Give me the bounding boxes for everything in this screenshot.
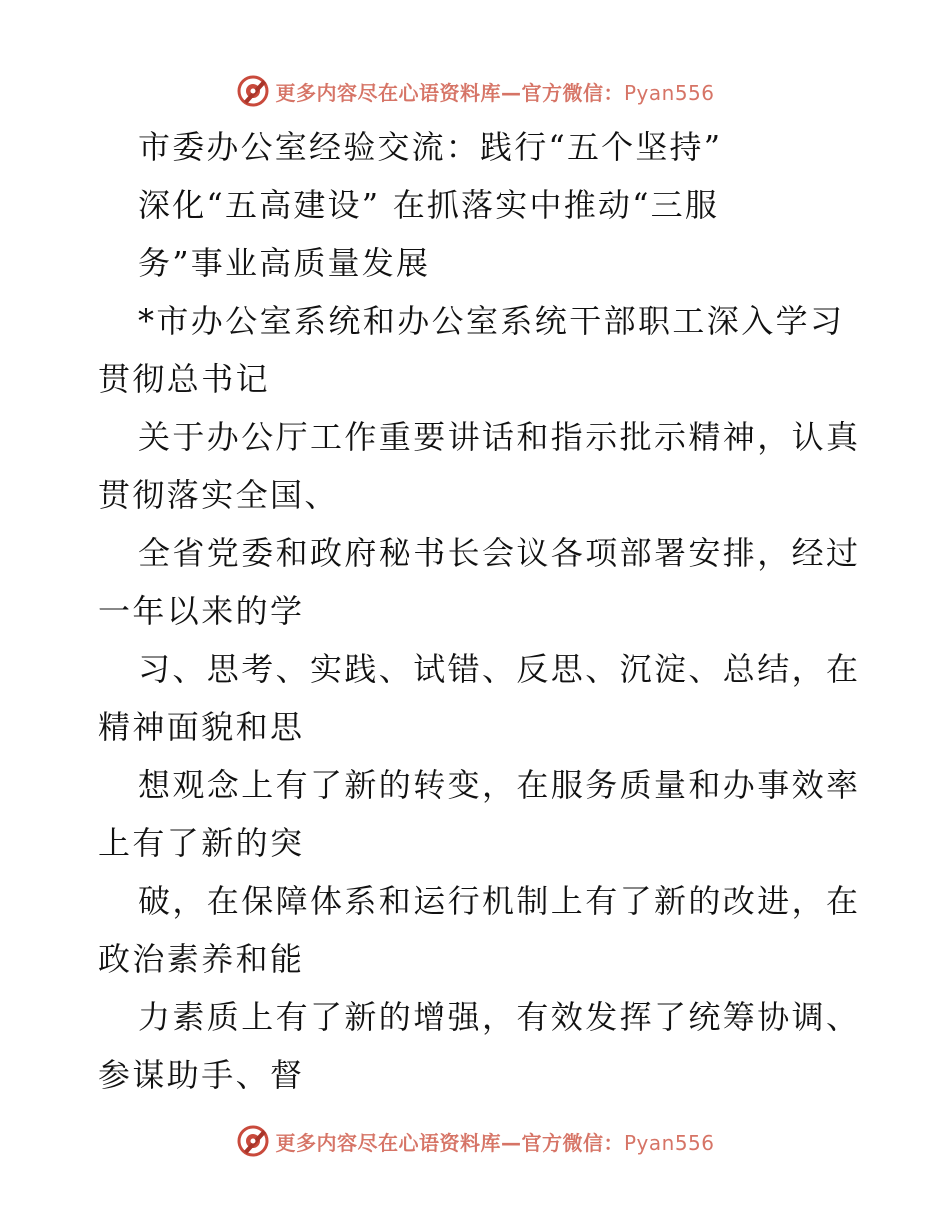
text-line: 关于办公厅工作重要讲话和指示批示精神，认真 — [138, 418, 861, 456]
document-title — [98, 118, 858, 292]
red-circle-pen-logo-icon — [235, 73, 271, 109]
footer-watermark — [0, 1121, 950, 1161]
text-line: *市办公室系统和办公室系统干部职工深入学习 — [138, 302, 845, 340]
text-line: 想观念上有了新的转变，在服务质量和办事效率 — [138, 766, 861, 804]
body-paragraph — [98, 292, 861, 1104]
watermark-text: 更多内容尽在心语资料库—官方微信：Pyan556 — [275, 80, 715, 105]
text-line: 破，在保障体系和运行机制上有了新的改进，在 — [138, 882, 861, 920]
text-line: 一年以来的学 — [98, 592, 305, 630]
red-circle-pen-logo-icon — [235, 1123, 271, 1159]
title-line: 深化“五高建设” 在抓落实中推动“三服 — [138, 186, 720, 224]
text-line: 贯彻落实全国、 — [98, 476, 339, 514]
text-line: 全省党委和政府秘书长会议各项部署安排，经过 — [138, 534, 861, 572]
watermark-text: 更多内容尽在心语资料库—官方微信：Pyan556 — [275, 1130, 715, 1155]
text-line: 上有了新的突 — [98, 824, 305, 862]
document-body — [98, 118, 861, 1104]
title-line: 市委办公室经验交流：践行“五个坚持” — [138, 128, 723, 166]
header-watermark — [0, 71, 950, 111]
text-line: 习、思考、实践、试错、反思、沉淀、总结，在 — [138, 650, 861, 688]
text-line: 力素质上有了新的增强，有效发挥了统筹协调、 — [138, 998, 861, 1036]
text-line: 精神面貌和思 — [98, 708, 305, 746]
text-line: 政治素养和能 — [98, 940, 305, 978]
title-line: 务”事业高质量发展 — [138, 244, 431, 282]
text-line: 参谋助手、督 — [98, 1056, 305, 1094]
text-line: 贯彻总书记 — [98, 360, 271, 398]
